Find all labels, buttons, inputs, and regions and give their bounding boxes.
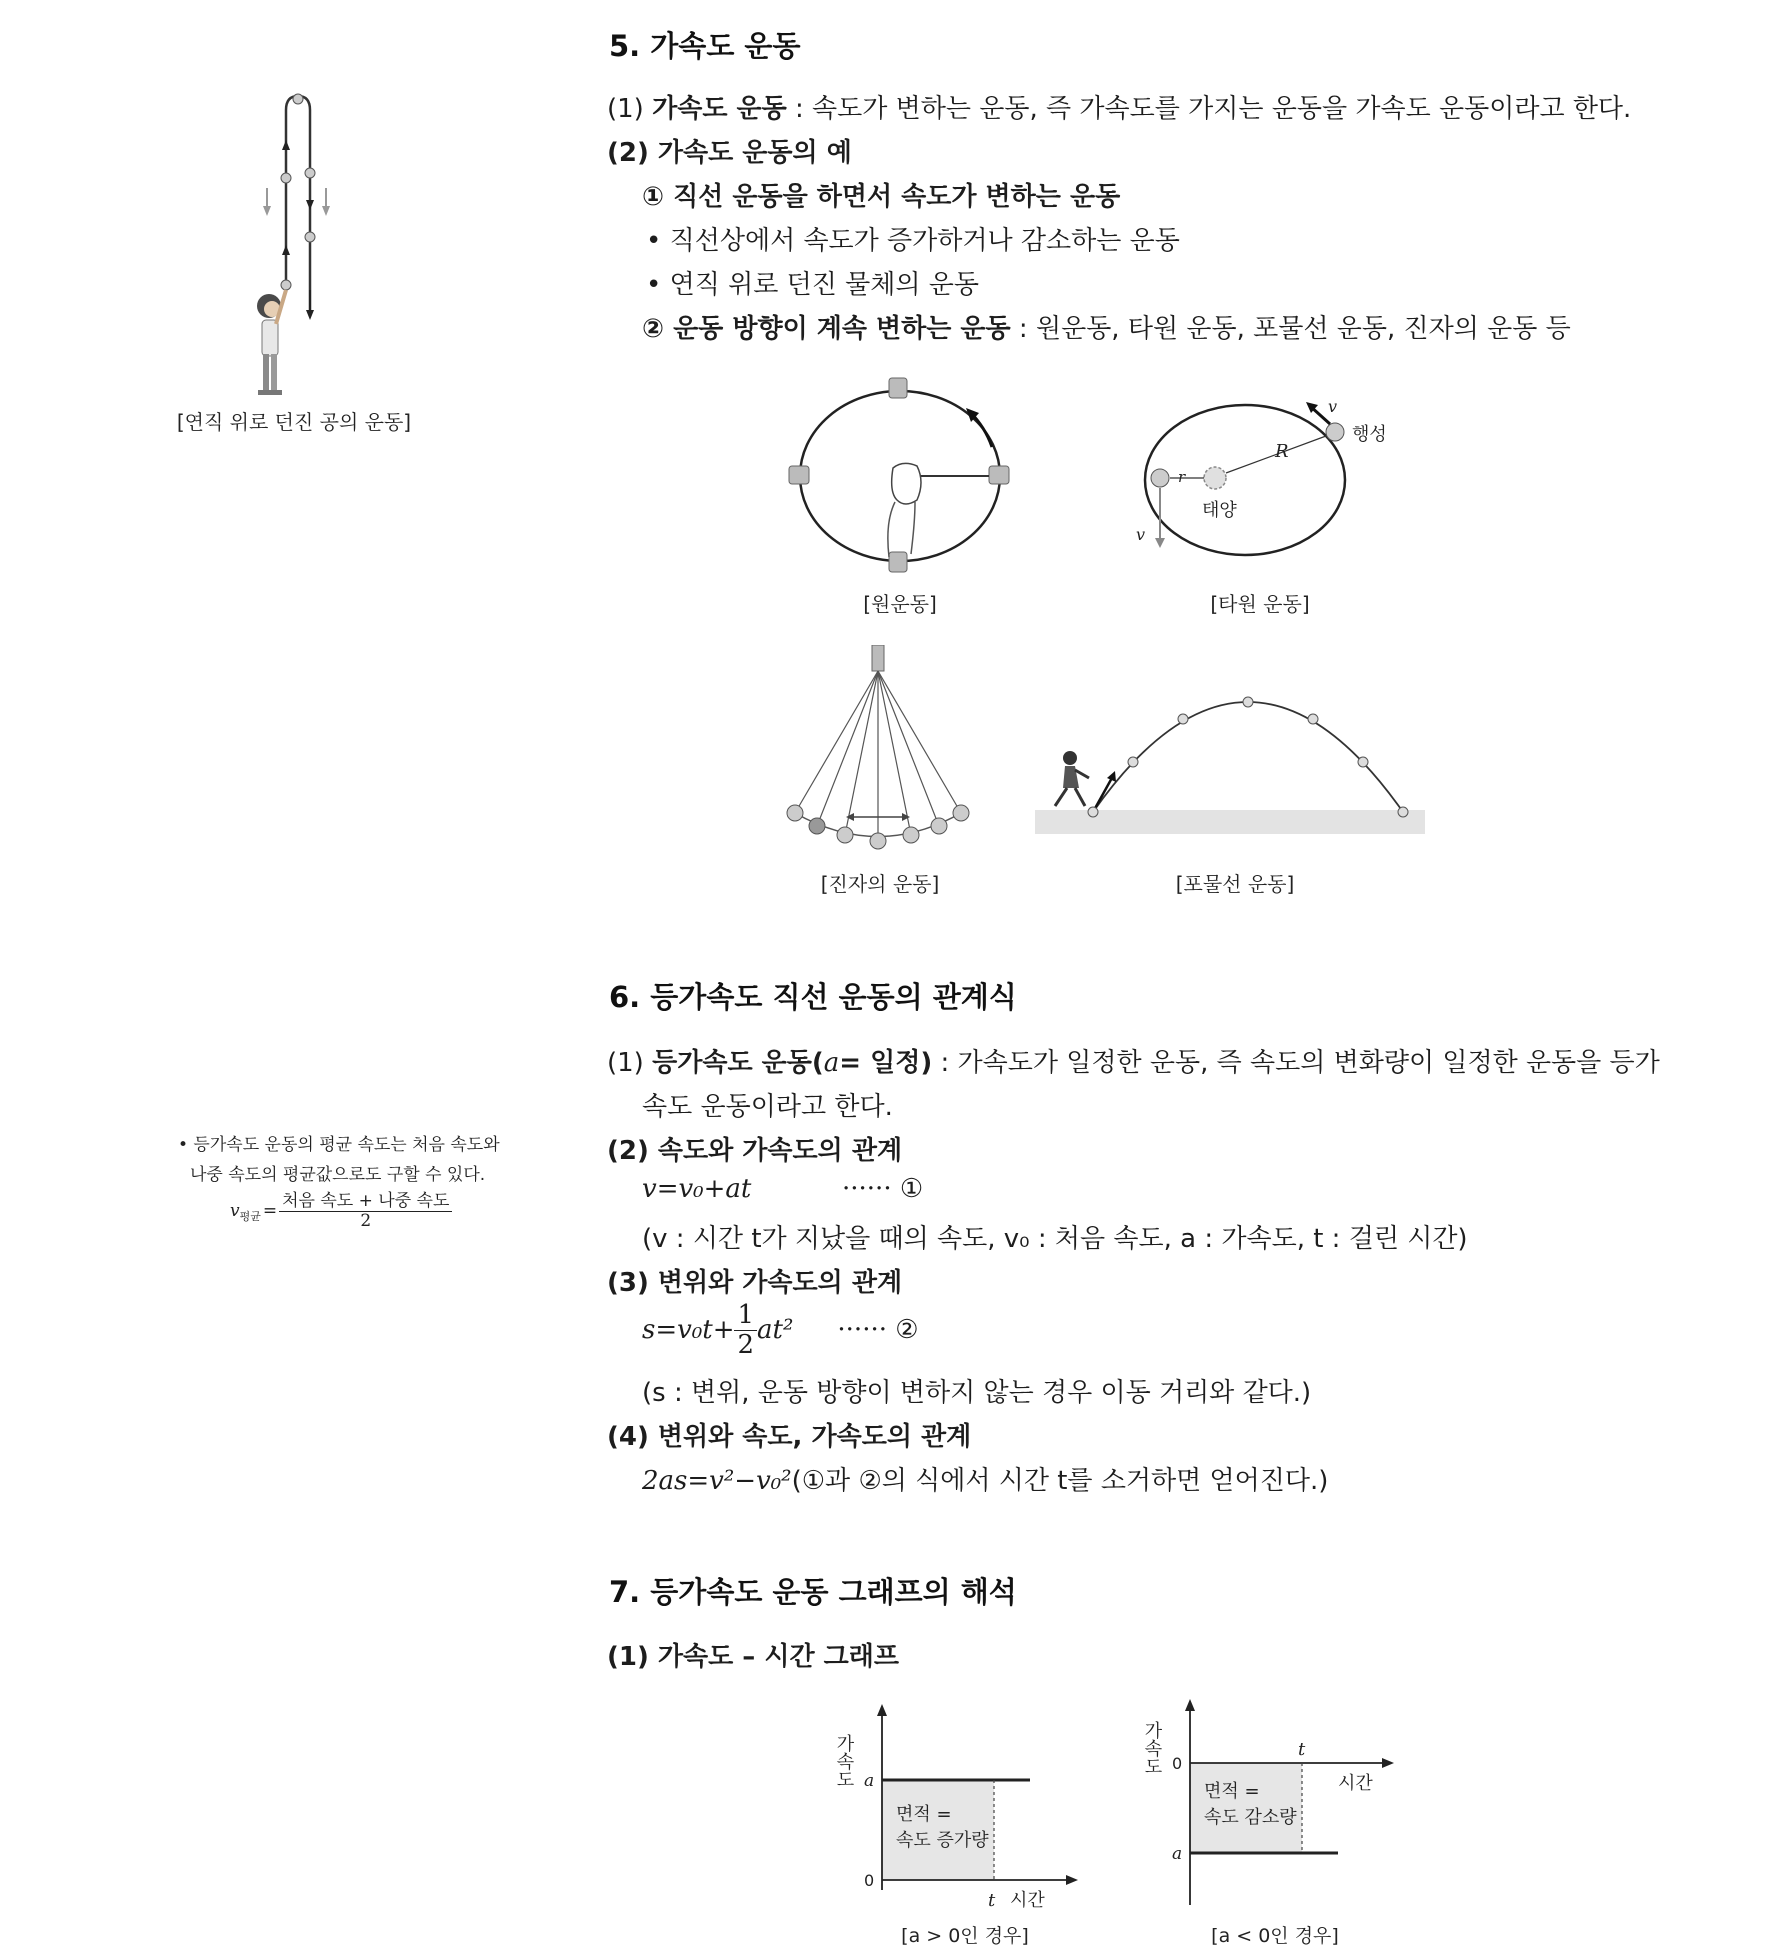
planet-label: 행성 [1352, 424, 1387, 445]
left-graph-area-line-2: 속도 증가량 [896, 1830, 989, 1851]
ellipse-r-label: r [1178, 468, 1186, 486]
right-graph-area-line-1: 면적 = [1204, 1781, 1260, 1802]
equation-2-right: at² [757, 1315, 794, 1345]
equation-2-note: (s : 변위, 운동 방향이 변하지 않는 경우 이동 거리와 같다.) [642, 1378, 1312, 1408]
section-5-title: 5. 가속도 운동 [609, 29, 801, 63]
side-note-line-2: 나중 속도의 평균값으로도 구할 수 있다. [190, 1165, 486, 1185]
right-graph-caption: [a < 0인 경우] [1211, 1925, 1339, 1947]
elliptical-motion-illustration [1120, 390, 1390, 560]
circular-motion-illustration [785, 372, 1015, 580]
caption-parabolic-motion: [포물선 운동] [1175, 872, 1295, 896]
equation-2-tag: ······ ② [837, 1315, 919, 1345]
equation-3-row [642, 1460, 1328, 1497]
equation-1-row [642, 1174, 923, 1204]
equation-2-row [642, 1300, 919, 1360]
equation-1: v=v₀+at [642, 1174, 752, 1204]
side-note-fraction: $\frac{\text{처음 속도 + 나중 속도}}{2}$ [279, 1192, 452, 1230]
equation-3: 2as=v²−v₀² [642, 1466, 792, 1496]
right-graph-ylabel: 가속도 [1141, 1721, 1163, 1775]
graph-negative-acceleration [1138, 1695, 1398, 1920]
right-graph-a-label: a [1172, 1844, 1183, 1864]
right-graph-zero-label: 0 [1172, 1754, 1183, 1773]
equation-3-note: (①과 ②의 식에서 시간 t를 소거하면 얻어진다.) [791, 1466, 1329, 1496]
equation-1-tag: ······ ① [842, 1174, 924, 1204]
caption-pendulum: [진자의 운동] [820, 872, 940, 896]
ellipse-R-label: R [1275, 441, 1289, 462]
graph-positive-acceleration [830, 1700, 1090, 1920]
left-graph-a-label: a [864, 1771, 875, 1791]
sun-label: 태양 [1202, 500, 1237, 521]
sec6-line-4: (4) 변위와 속도, 가속도의 관계 [607, 1422, 972, 1452]
equation-2-fraction: $\frac{1}{2}$ [734, 1301, 757, 1359]
side-note-formula: v 평균 = $\frac{\text{처음 속도 + 나중 속도}}{2}$ [230, 1192, 452, 1230]
left-graph-caption: [a > 0인 경우] [901, 1925, 1029, 1947]
equation-2-left: s=v₀t+ [642, 1315, 735, 1345]
sec5-bullet-1: • 직선상에서 속도가 증가하거나 감소하는 운동 [646, 226, 1180, 256]
left-graph-xlabel: 시간 [1010, 1890, 1045, 1911]
sec7-line-1: (1) 가속도 – 시간 그래프 [607, 1642, 899, 1672]
sec5-line-3: ① 직선 운동을 하면서 속도가 변하는 운동 [642, 182, 1121, 212]
right-graph-area-line-2: 속도 감소량 [1204, 1807, 1297, 1828]
sec5-line-2: (2) 가속도 운동의 예 [607, 138, 852, 168]
left-graph-zero-label: 0 [864, 1871, 875, 1890]
right-graph-t-label: t [1298, 1739, 1306, 1760]
caption-elliptical-motion: [타원 운동] [1210, 592, 1310, 616]
sec5-line-1: (1) 가속도 운동 : 속도가 변하는 운동, 즉 가속도를 가지는 운동을 가속도 운동이라고 한다. [607, 94, 1632, 124]
left-graph-area-line-1: 면적 = [896, 1804, 952, 1825]
sec6-line-2: (2) 속도와 가속도의 관계 [607, 1136, 903, 1166]
caption-circular-motion: [원운동] [863, 592, 937, 616]
ellipse-v-left-label: v [1136, 525, 1146, 544]
vertical-throw-illustration [240, 90, 360, 400]
parabolic-motion-illustration [1035, 680, 1435, 840]
sec6-line-3: (3) 변위와 가속도의 관계 [607, 1268, 903, 1298]
section-7-title: 7. 등가속도 운동 그래프의 해석 [609, 1575, 1017, 1609]
right-graph-xlabel: 시간 [1338, 1773, 1373, 1794]
sec5-line-6: ② 운동 방향이 계속 변하는 운동 : 원운동, 타원 운동, 포물선 운동, 진자의 운동 등 [642, 314, 1571, 344]
section-6-title: 6. 등가속도 직선 운동의 관계식 [609, 980, 1017, 1014]
equation-1-note: (v : 시간 t가 지났을 때의 속도, v₀ : 처음 속도, a : 가속도, t : 걸린 시간) [642, 1224, 1468, 1254]
pendulum-illustration [780, 645, 980, 860]
sec6-line-1-cont: 속도 운동이라고 한다. [642, 1092, 893, 1122]
ellipse-v-top-label: v [1328, 397, 1338, 416]
side-note-line-1: • 등가속도 운동의 평균 속도는 처음 속도와 [178, 1135, 500, 1155]
sec5-bullet-2: • 연직 위로 던진 물체의 운동 [646, 270, 979, 300]
left-graph-ylabel-1: 가속도 [833, 1734, 855, 1788]
sec6-line-1: (1) 등가속도 운동(a= 일정) : 가속도가 일정한 운동, 즉 속도의 변화량이 일정한 운동을 등가 [607, 1048, 1660, 1078]
left-graph-t-label: t [988, 1890, 996, 1911]
caption-vertical-throw: [연직 위로 던진 공의 운동] [176, 410, 412, 434]
